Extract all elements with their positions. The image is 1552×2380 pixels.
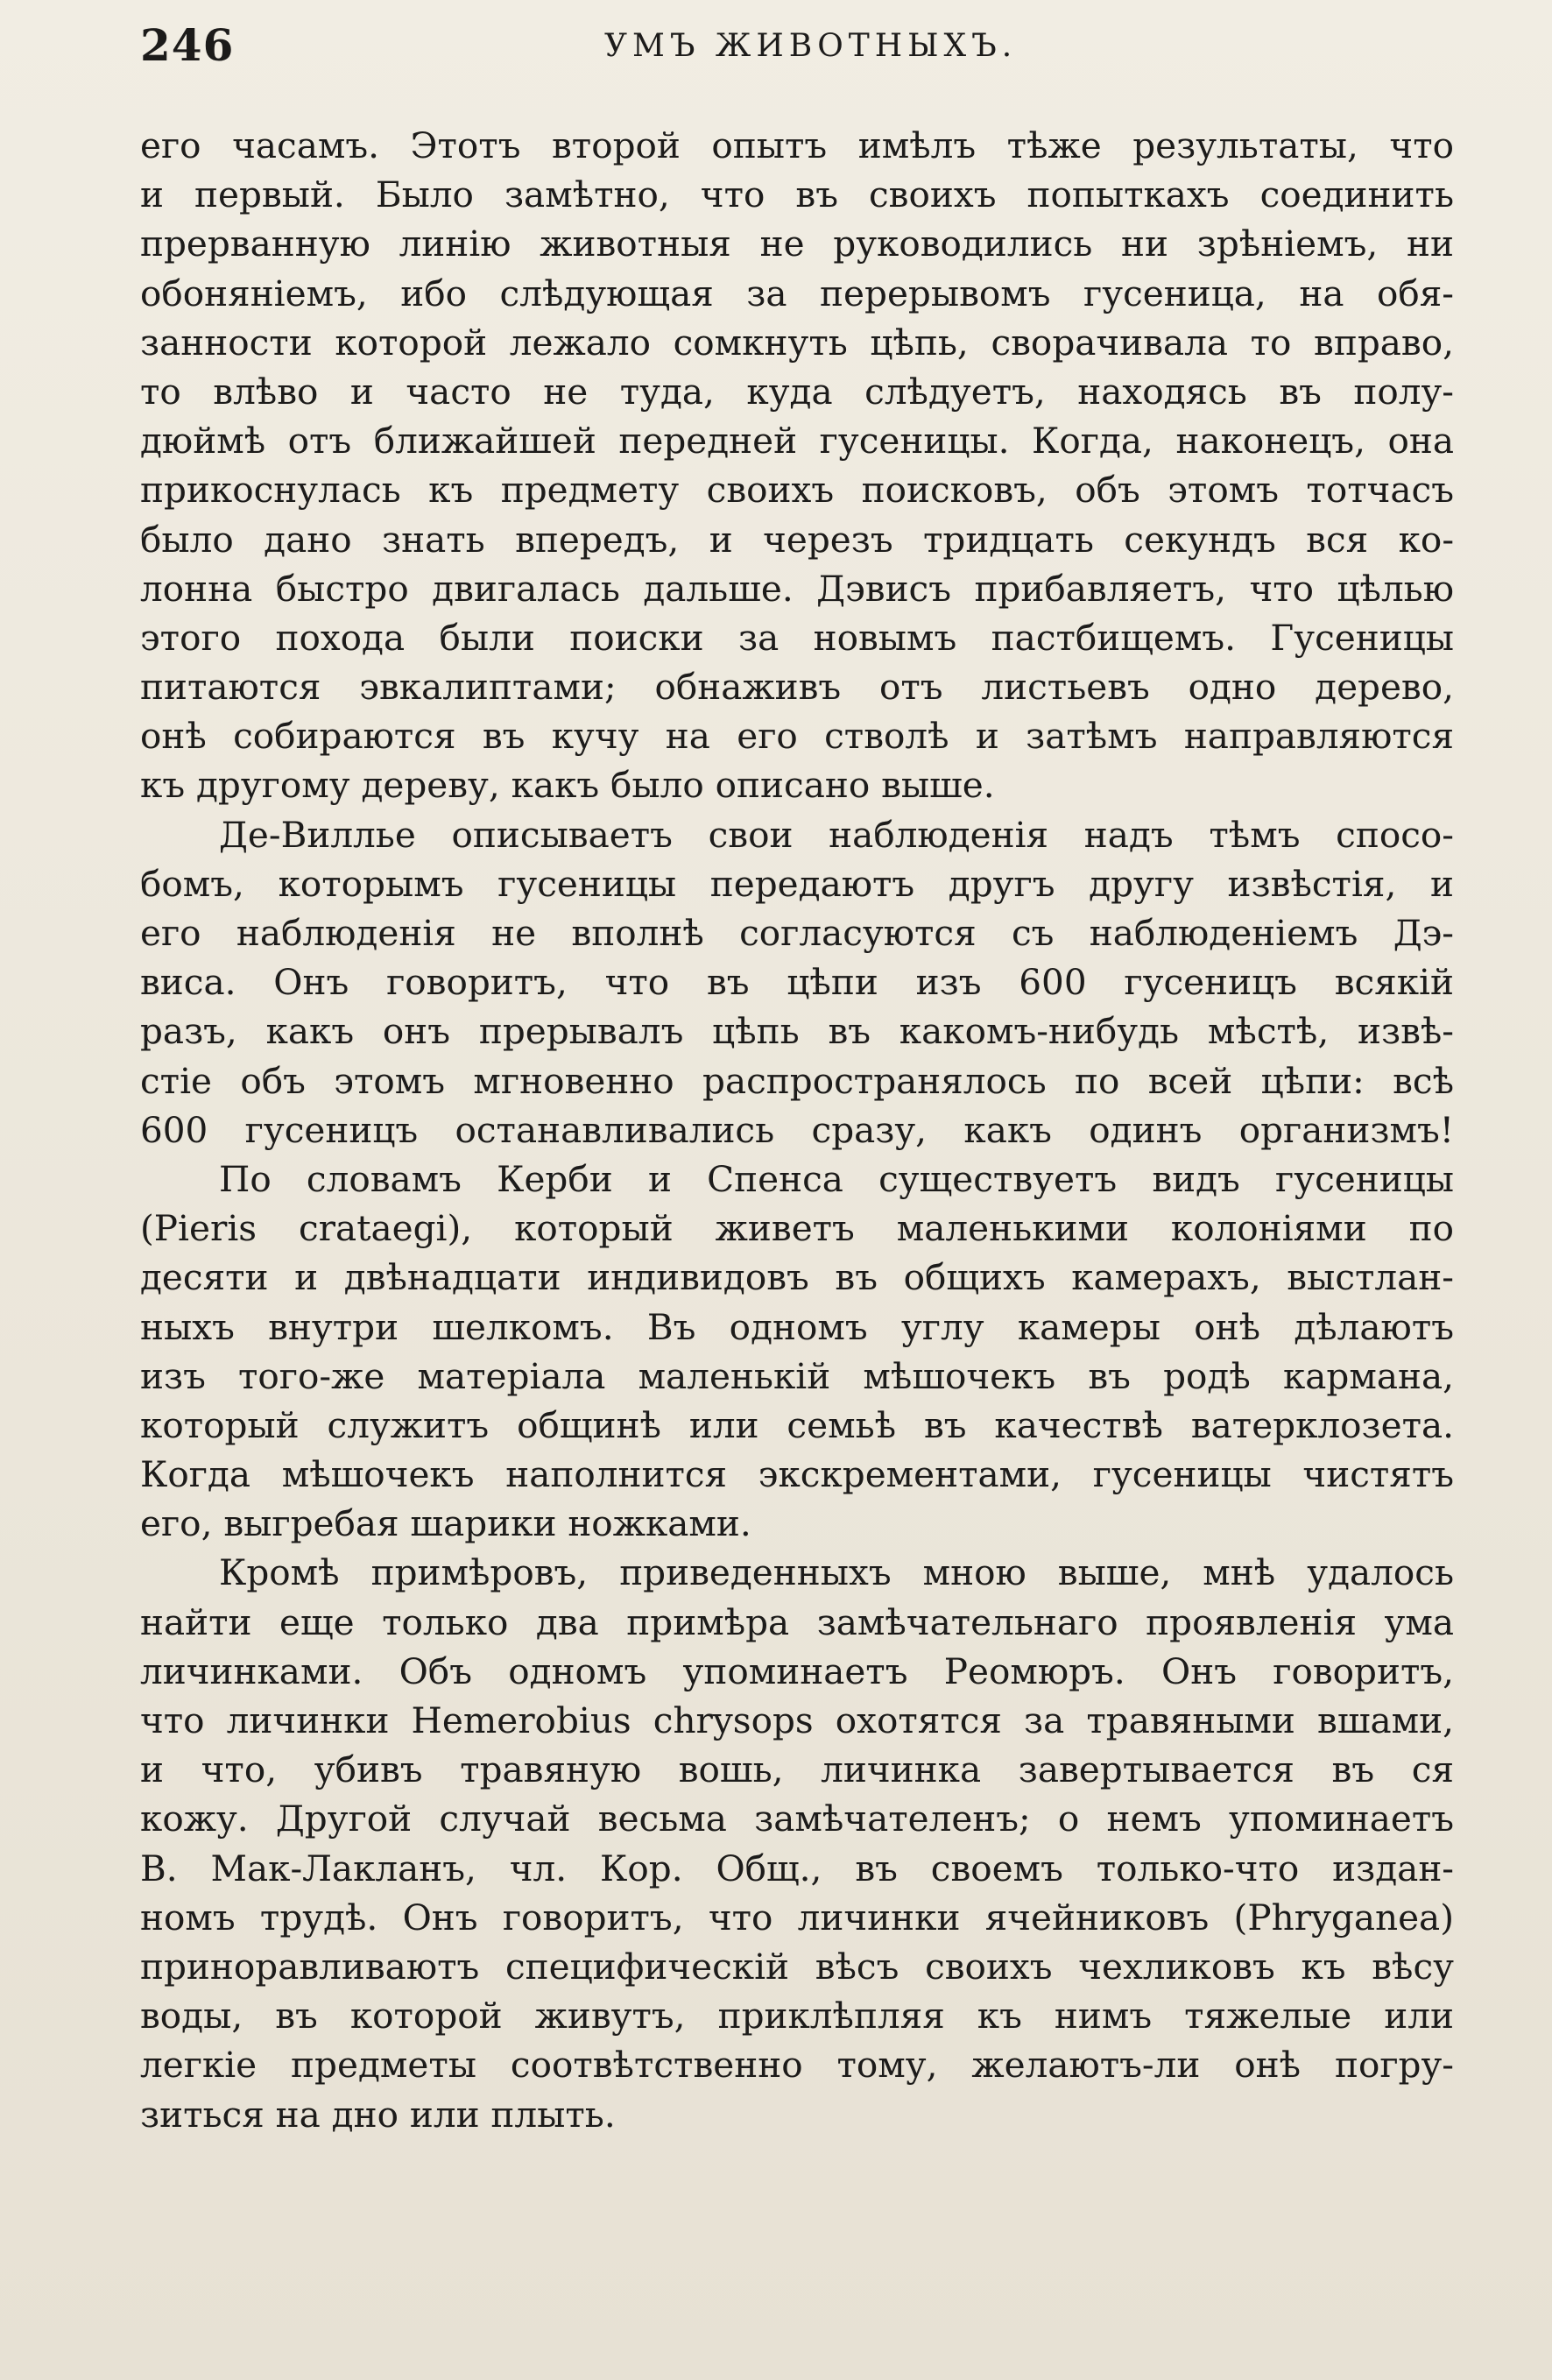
paragraph-1 [140,121,1454,810]
text-line: питаются эвкалиптами; обнаживъ отъ листьевъ одно дерево, [140,666,1454,709]
text-line: кожу. Другой случай весьма замѣчателенъ; о немъ упоминаетъ [140,1797,1454,1840]
text-line: и первый. Было замѣтно, что въ своихъ попыткахъ соединить [140,173,1454,216]
text-line: В. Мак-Лакланъ, чл. Кор. Общ., въ своемъ только-что издан- [140,1847,1454,1889]
text-line: ныхъ внутри шелкомъ. Въ одномъ углу камеры онѣ дѣлаютъ [140,1305,1454,1348]
text-line: изъ того-же матеріала маленькій мѣшочекъ въ родѣ кармана, [140,1354,1454,1397]
page-number: 246 [140,19,235,71]
body-text [140,121,1454,2139]
text-line: виса. Онъ говоритъ, что въ цѣпи изъ 600 гусеницъ всякій [140,961,1454,1004]
text-line: что личинки Hemerobius chrysops охотятся за травяными вшами, [140,1699,1454,1741]
text-line: найти еще только два примѣра замѣчательнаго проявленія ума [140,1600,1454,1643]
text-line: лонна быстро двигалась дальше. Дэвисъ прибавляетъ, что цѣлью [140,567,1454,610]
text-line: прерванную линію животныя не руководились ни зрѣніемъ, ни [140,222,1454,265]
text-line: и что, убивъ травяную вошь, личинка завертывается въ ся [140,1748,1454,1791]
text-line: то влѣво и часто не туда, куда слѣдуетъ, находясь въ полу- [140,370,1454,413]
text-line: этого похода были поиски за новымъ пастбищемъ. Гусеницы [140,616,1454,659]
text-line: Когда мѣшочекъ наполнится экскрементами, гусеницы чистятъ [140,1453,1454,1496]
text-line: прикоснулась къ предмету своихъ поисковъ, объ этомъ тотчасъ [140,469,1454,512]
paragraph-2 [140,810,1454,1155]
text-line: Де-Вилльe описываетъ свои наблюденія надъ тѣмъ спосо- [219,813,1454,856]
text-line: занности которой лежало сомкнуть цѣпь, сворачивала то вправо, [140,321,1454,364]
text-line: десяти и двѣнадцати индивидовъ въ общихъ камерахъ, выстлан- [140,1256,1454,1299]
text-line: дюймѣ отъ ближайшей передней гусеницы. Когда, наконецъ, она [140,420,1454,463]
text-line: зиться на дно или плыть. [140,2093,616,2136]
text-line: онѣ собираются въ кучу на его стволѣ и затѣмъ направляются [140,715,1454,758]
text-line: разъ, какъ онъ прерывалъ цѣпь въ какомъ-нибудь мѣстѣ, извѣ- [140,1010,1454,1053]
text-line: номъ трудѣ. Онъ говоритъ, что личинки ячейниковъ (Phryganea) [140,1896,1454,1939]
text-line: воды, въ которой живутъ, приклѣпляя къ нимъ тяжелые или [140,1995,1454,2037]
paragraph-4 [140,1548,1454,2138]
text-line: его часамъ. Этотъ второй опытъ имѣлъ тѣже результаты, что [140,124,1454,166]
text-line: который служитъ общинѣ или семьѣ въ качествѣ ватерклозета. [140,1403,1454,1446]
text-line: (Pieris crataegi), который живетъ маленькими колоніями по [140,1207,1454,1250]
text-line: къ другому дереву, какъ было описано выше. [140,764,995,807]
text-line: По словамъ Керби и Спенса существуетъ видъ гусеницы [219,1157,1454,1200]
text-line: Кромѣ примѣровъ, приведенныхъ мною выше, мнѣ удалось [219,1551,1454,1594]
text-line: личинками. Объ одномъ упоминаетъ Реомюръ. Онъ говоритъ, [140,1649,1454,1692]
text-line: было дано знать впередъ, и черезъ тридцать секундъ вся ко- [140,518,1454,561]
text-line: его наблюденія не вполнѣ согласуются съ наблюденіемъ Дэ- [140,912,1454,954]
text-line: его, выгребая шарики ножками. [140,1502,751,1545]
page-header [140,19,1454,81]
text-line: обоняніемъ, ибо слѣдующая за перерывомъ гусеница, на обя- [140,272,1454,314]
text-line: бомъ, которымъ гусеницы передаютъ другъ другу извѣстія, и [140,862,1454,905]
text-line: легкіе предметы соотвѣтственно тому, желаютъ-ли онѣ погру- [140,2044,1454,2087]
text-line: приноравливаютъ специфическій вѣсъ своихъ чехликовъ къ вѣсу [140,1945,1454,1988]
running-head: УМЪ ЖИВОТНЫХЪ. [604,28,1018,64]
paragraph-3 [140,1155,1454,1549]
text-line: стіе объ этомъ мгновенно распространялось по всей цѣпи: всѣ [140,1059,1454,1102]
text-line: 600 гусеницъ останавливались сразу, какъ одинъ организмъ! [140,1108,1454,1151]
